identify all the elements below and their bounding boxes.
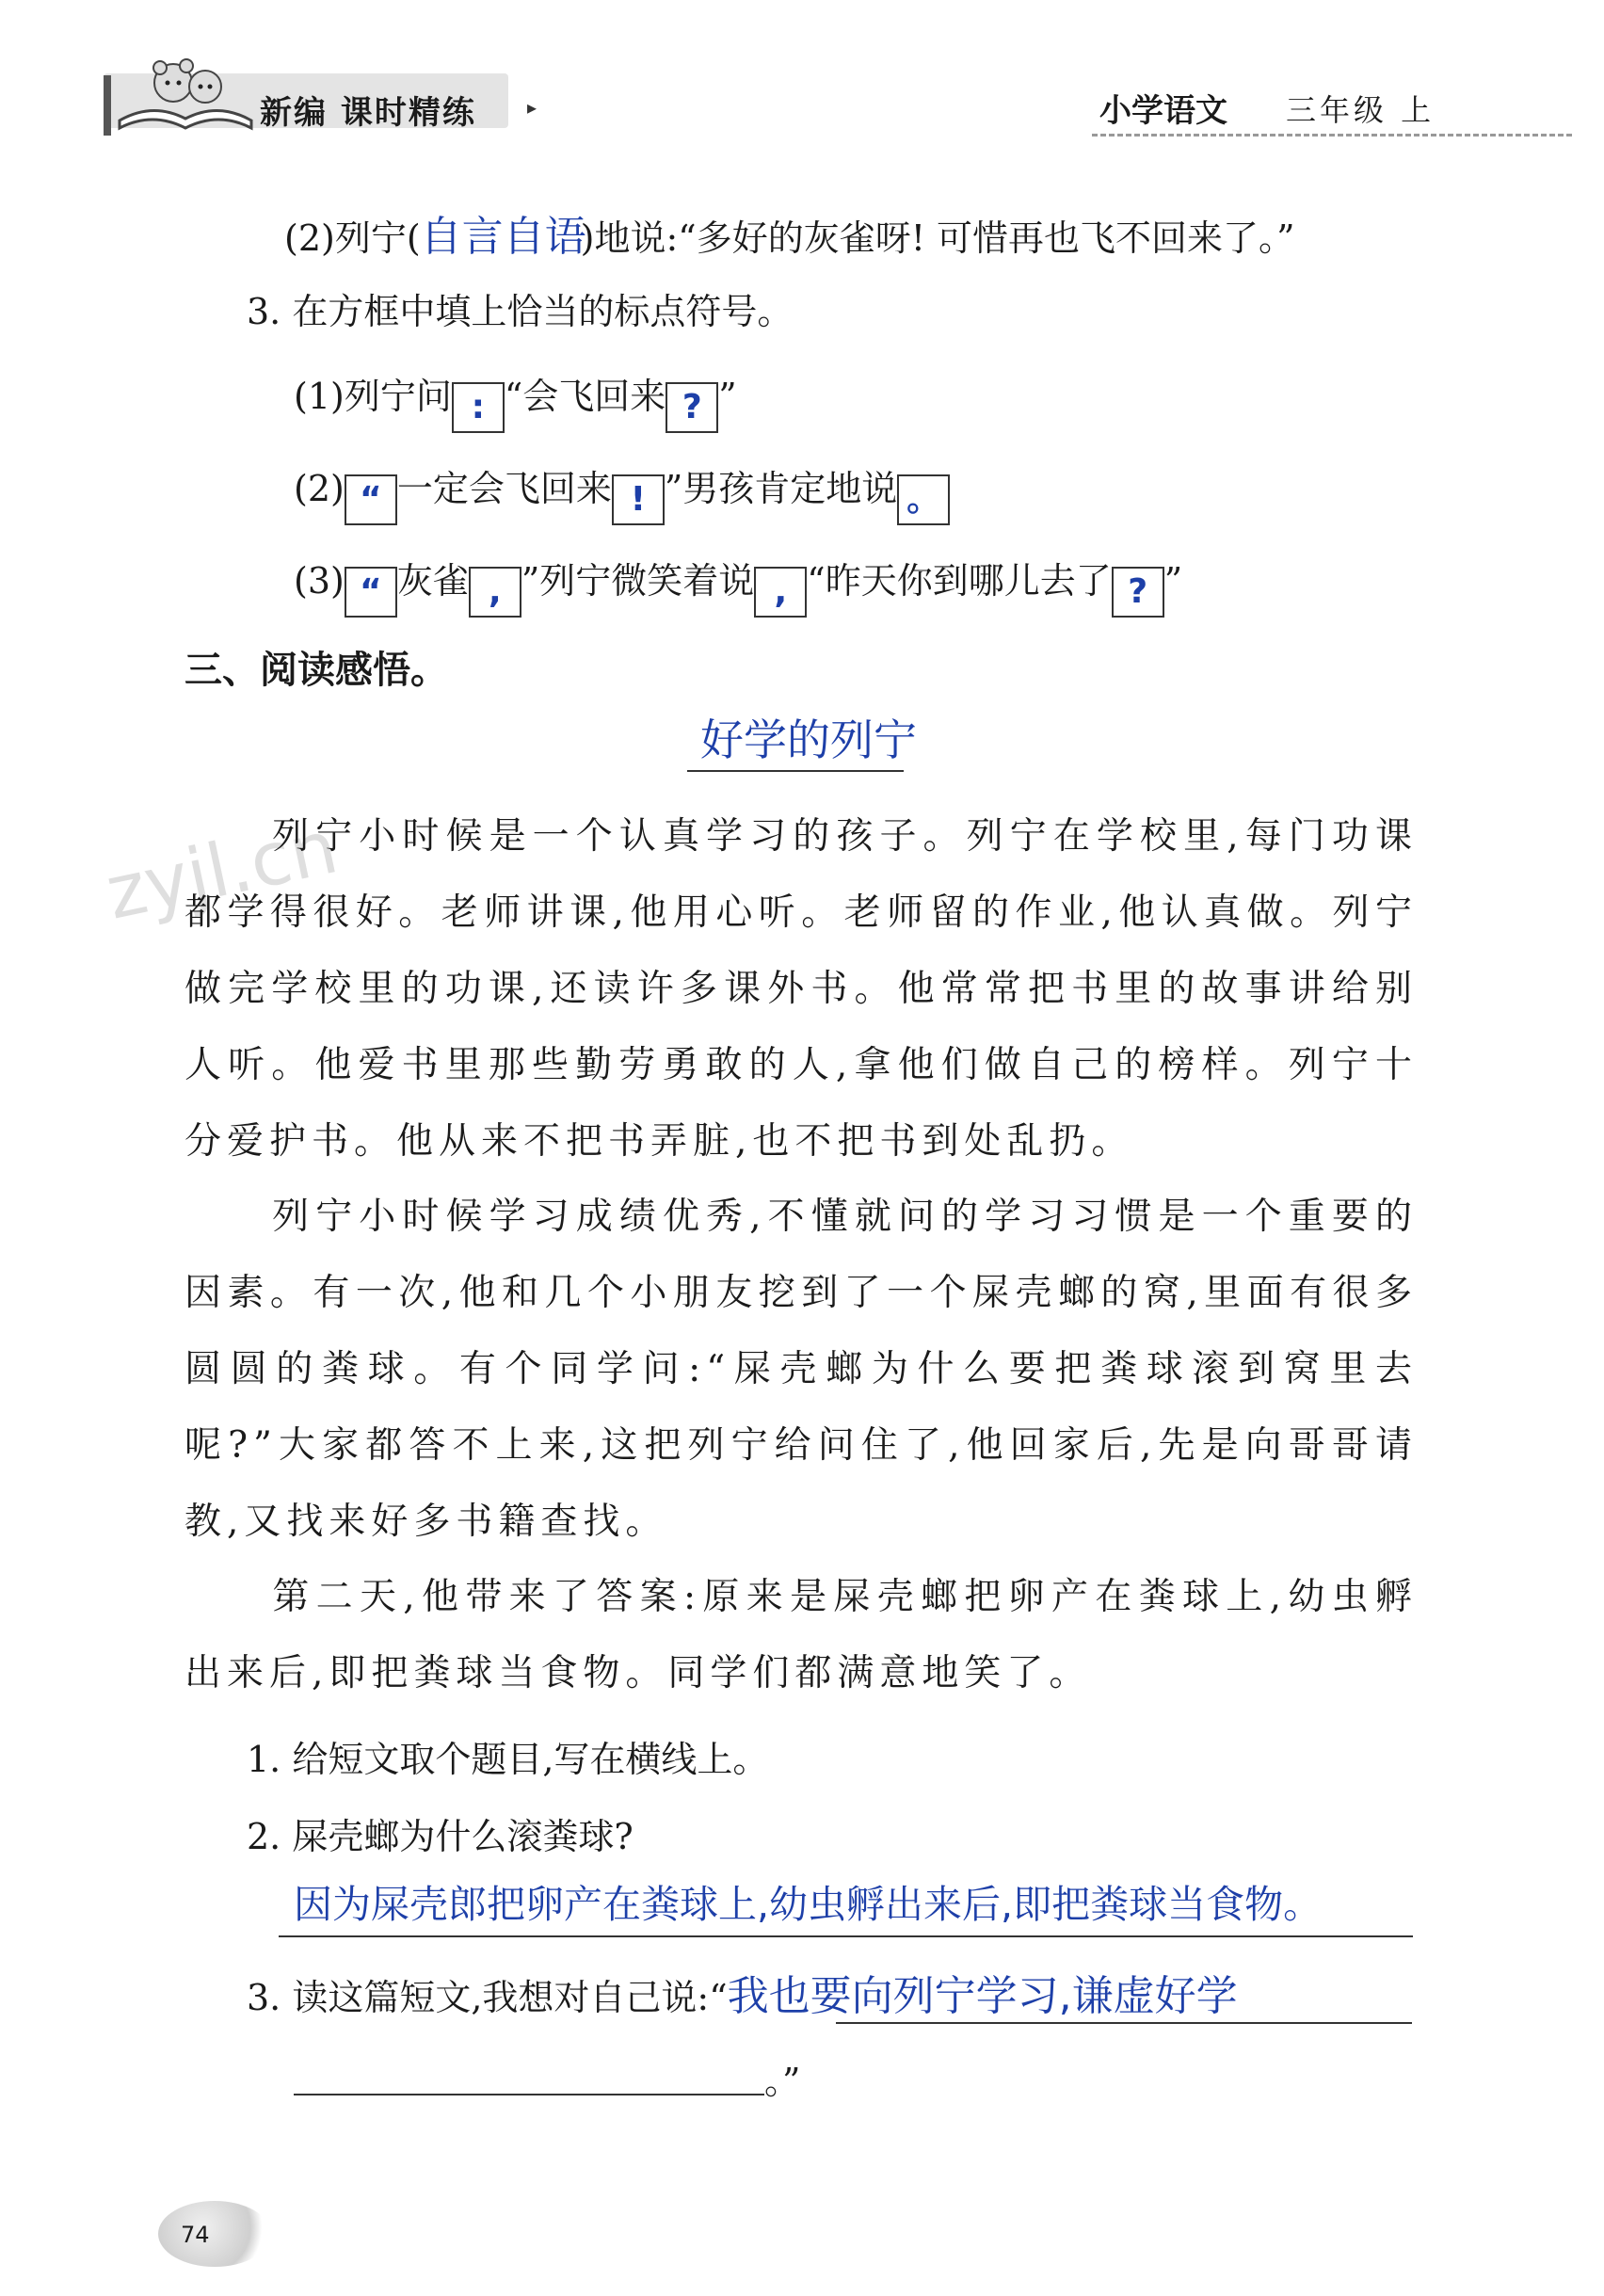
header-bar: [104, 75, 111, 136]
header-divider: [1092, 134, 1572, 136]
question-2: 2. 屎壳螂为什么滚粪球?: [247, 1816, 634, 1857]
text: 灰雀: [396, 560, 469, 602]
punct-box[interactable]: ,: [469, 567, 521, 618]
paragraph-text: 第二天,他带来了答案:原来是屎壳螂把卵产在粪球上,幼虫孵出来后,即把粪球当食物。同学们都满意地笑了。: [184, 1576, 1418, 1694]
punct-box[interactable]: “: [345, 474, 397, 525]
text: (2): [294, 468, 345, 509]
punct-box[interactable]: “: [345, 567, 397, 618]
book-bear-icon: [115, 45, 256, 132]
section-title: 三、阅读感悟。: [184, 648, 448, 692]
text: ”列宁微笑着说: [521, 560, 755, 602]
text: (1)列宁问: [294, 376, 452, 417]
q2-prefix: (2)列宁(: [284, 217, 421, 259]
q3-item3: [294, 552, 1182, 618]
punct-box[interactable]: !: [612, 474, 665, 525]
text: ”男孩肯定地说: [664, 468, 898, 509]
punct-box[interactable]: ?: [1112, 567, 1164, 618]
paragraph-2: [184, 1179, 1418, 1560]
q3-item1: [294, 367, 737, 433]
paragraph-text: 列宁小时候是一个认真学习的孩子。列宁在学校里,每门功课都学得很好。老师讲课,他用心听。老师留的作业,他认真做。列宁做完学校里的功课,还读许多课外书。他常常把书里的故事讲给别人听。他爱书里那些勤劳勇敢的人,拿他们做自己的榜样。列宁十分爱护书。他从来不把书弄脏,也不把书到处乱扔。: [184, 815, 1418, 1163]
essay-title: 好学的列宁: [700, 714, 917, 765]
text: (3): [294, 560, 345, 602]
page-number: 74: [181, 2222, 210, 2248]
subject-label: 小学语文: [1099, 92, 1227, 130]
paragraph-1: [184, 798, 1418, 1180]
punct-box[interactable]: ?: [666, 382, 718, 433]
q2-item2: [284, 202, 1295, 263]
brand-title: 新编 课时精练: [260, 94, 476, 132]
q3-title: 3. 在方框中填上恰当的标点符号。: [247, 291, 794, 332]
question-3-prompt: 3. 读这篇短文,我想对自己说:“: [247, 1977, 728, 2018]
paragraph-3: [184, 1559, 1418, 1711]
q3-item2: [294, 459, 950, 525]
q2-suffix: )地说:“多好的灰雀呀! 可惜再也飞不回来了。”: [580, 217, 1295, 259]
paragraph-text: 列宁小时候学习成绩优秀,不懂就问的学习习惯是一个重要的因素。有一次,他和几个小朋友挖到了一个屎壳螂的窝,里面有很多圆圆的粪球。有个同学问:“屎壳螂为什么要把粪球滚到窝里去呢?”大家都答不上来,这把列宁给问住了,他回家后,先是向哥哥请教,又找来好多书籍查找。: [184, 1196, 1418, 1543]
q2-answer: 自言自语: [420, 213, 586, 261]
question-3-end: 。”: [764, 2061, 801, 2102]
punct-box[interactable]: ,: [754, 567, 807, 618]
question-3-answer[interactable]: 我也要向列宁学习,谦虚好学: [727, 1972, 1238, 2020]
answer-line: [836, 2022, 1412, 2024]
arrow-icon: ▸: [527, 96, 537, 119]
answer-line: [294, 2094, 764, 2095]
text: ”: [718, 376, 737, 417]
text: 一定会飞回来: [396, 468, 612, 509]
watermark: zyjl.cn: [99, 805, 345, 937]
page-number-badge: [158, 2201, 271, 2267]
punct-box[interactable]: :: [452, 382, 505, 433]
question-3: [247, 1962, 1238, 2022]
question-2-answer[interactable]: 因为屎壳郎把卵产在粪球上,幼虫孵出来后,即把粪球当食物。: [294, 1882, 1323, 1927]
answer-line: [279, 1935, 1413, 1937]
text: “会飞回来: [504, 376, 666, 417]
grade-label: 三年级 上: [1286, 92, 1436, 128]
text: ”: [1163, 560, 1183, 602]
question-1: 1. 给短文取个题目,写在横线上。: [247, 1739, 769, 1780]
text: “昨天你到哪儿去了: [807, 560, 1112, 602]
punct-box[interactable]: 。: [897, 474, 950, 525]
title-underline: [687, 770, 904, 772]
